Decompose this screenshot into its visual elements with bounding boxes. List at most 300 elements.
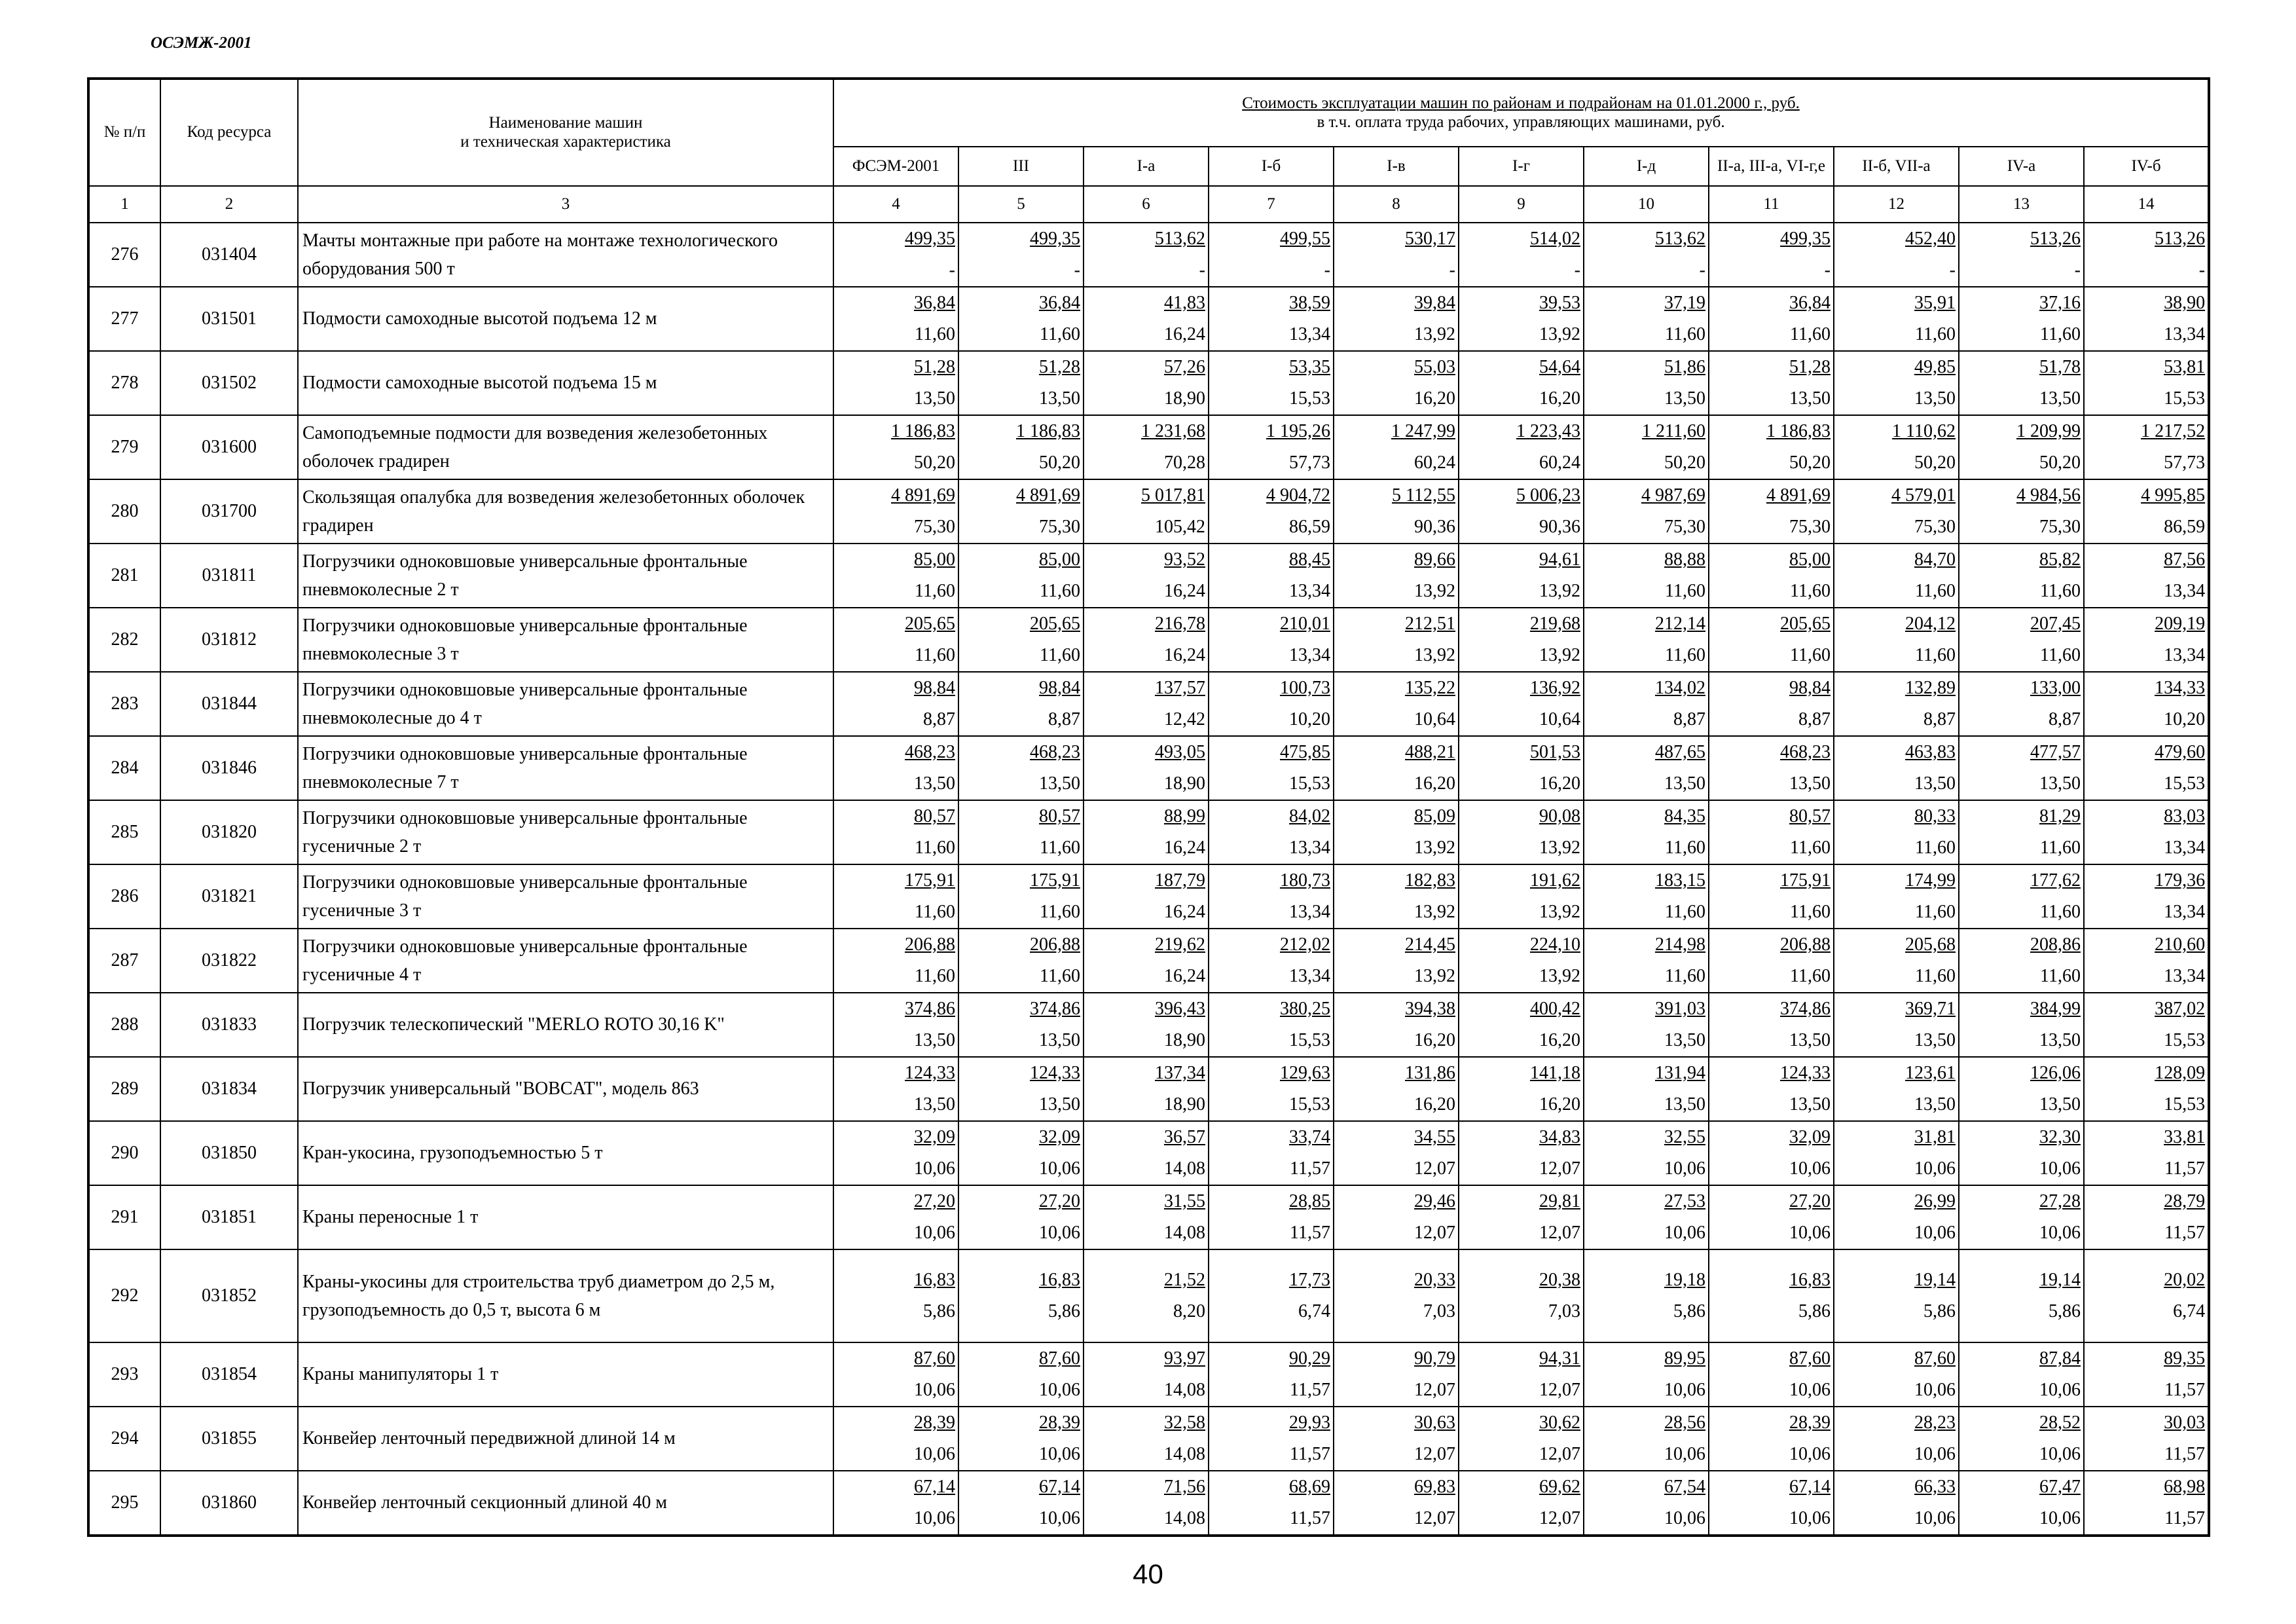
cost-cell bbox=[1959, 800, 2084, 864]
labor-cost-value: 10,06 bbox=[914, 1380, 955, 1400]
operating-cost-value: 208,86 bbox=[2030, 934, 2081, 955]
labor-cost-value: 11,57 bbox=[1290, 1158, 1330, 1179]
labor-cost-value: - bbox=[1574, 260, 1580, 280]
cost-cell bbox=[1959, 993, 2084, 1057]
labor-cost-value: 8,20 bbox=[1173, 1301, 1205, 1321]
cost-cell bbox=[1959, 287, 2084, 351]
machine-name: Мачты монтажные при работе на монтаже технологического оборудования 500 т bbox=[298, 223, 833, 287]
operating-cost-value: 209,19 bbox=[2155, 614, 2206, 634]
labor-cost-value: 11,57 bbox=[2164, 1444, 2206, 1464]
row-index: 290 bbox=[88, 1121, 160, 1185]
resource-code: 031834 bbox=[160, 1057, 298, 1121]
labor-cost-value: 13,50 bbox=[1664, 388, 1705, 409]
operating-cost-value: 133,00 bbox=[2030, 678, 2081, 698]
cost-cell bbox=[1459, 287, 1584, 351]
labor-cost-value: 13,50 bbox=[2039, 773, 2081, 794]
labor-cost-value: 13,50 bbox=[1789, 1030, 1831, 1050]
resource-code: 031860 bbox=[160, 1471, 298, 1536]
labor-cost-value: 10,06 bbox=[1664, 1223, 1705, 1243]
operating-cost-value: 219,68 bbox=[1530, 614, 1580, 634]
operating-cost-value: 32,09 bbox=[914, 1127, 955, 1147]
labor-cost-value: 50,20 bbox=[914, 452, 955, 473]
cost-cell bbox=[1084, 1249, 1209, 1342]
operating-cost-value: 131,94 bbox=[1655, 1063, 1705, 1083]
cost-cell bbox=[1459, 1249, 1584, 1342]
row-index: 289 bbox=[88, 1057, 160, 1121]
labor-cost-value: 5,86 bbox=[923, 1301, 955, 1321]
cost-cell bbox=[1584, 608, 1709, 672]
operating-cost-value: 206,88 bbox=[1780, 934, 1831, 955]
labor-cost-value: 13,34 bbox=[2164, 902, 2206, 922]
operating-cost-value: 124,33 bbox=[905, 1063, 955, 1083]
operating-cost-value: 39,53 bbox=[1539, 293, 1580, 313]
labor-cost-value: 15,53 bbox=[2164, 388, 2206, 409]
operating-cost-value: 4 891,69 bbox=[1766, 485, 1831, 506]
cost-cell bbox=[1334, 544, 1459, 608]
labor-cost-value: 10,06 bbox=[1914, 1444, 1956, 1464]
cost-cell bbox=[1209, 1057, 1334, 1121]
cost-cell bbox=[833, 993, 958, 1057]
operating-cost-value: 36,84 bbox=[1789, 293, 1831, 313]
resource-code: 031854 bbox=[160, 1342, 298, 1407]
labor-cost-value: 11,60 bbox=[1790, 838, 1831, 858]
cost-cell bbox=[1459, 415, 1584, 479]
cost-cell bbox=[958, 1185, 1084, 1249]
operating-cost-value: 32,30 bbox=[2039, 1127, 2081, 1147]
labor-cost-value: 12,07 bbox=[1539, 1380, 1580, 1400]
labor-cost-value: 13,50 bbox=[914, 1030, 955, 1050]
operating-cost-value: 205,65 bbox=[1030, 614, 1080, 634]
resource-code: 031502 bbox=[160, 351, 298, 415]
operating-cost-value: 1 110,62 bbox=[1892, 421, 1956, 441]
operating-cost-value: 206,88 bbox=[905, 934, 955, 955]
cost-cell bbox=[958, 1471, 1084, 1536]
operating-cost-value: 4 987,69 bbox=[1641, 485, 1705, 506]
cost-cell bbox=[2084, 287, 2209, 351]
labor-cost-value: 11,60 bbox=[1040, 324, 1080, 344]
labor-cost-value: 16,20 bbox=[1414, 1094, 1455, 1115]
operating-cost-value: 17,73 bbox=[1289, 1270, 1330, 1290]
cost-cell bbox=[1084, 479, 1209, 544]
labor-cost-value: 10,06 bbox=[1664, 1508, 1705, 1528]
operating-cost-value: 16,83 bbox=[1789, 1270, 1831, 1290]
resource-code: 031822 bbox=[160, 929, 298, 993]
cost-cell bbox=[1584, 1342, 1709, 1407]
labor-cost-value: 5,86 bbox=[1923, 1301, 1956, 1321]
labor-cost-value: - bbox=[2074, 260, 2081, 280]
operating-cost-value: 34,83 bbox=[1539, 1127, 1580, 1147]
labor-cost-value: 11,60 bbox=[1915, 581, 1956, 601]
operating-cost-value: 30,63 bbox=[1414, 1412, 1455, 1433]
cost-cell bbox=[1584, 1407, 1709, 1471]
operating-cost-value: 39,84 bbox=[1414, 293, 1455, 313]
operating-cost-value: 487,65 bbox=[1655, 742, 1705, 762]
table-row bbox=[88, 736, 2209, 800]
cost-cell bbox=[1209, 287, 1334, 351]
header-region: II-а, III-а, VI-г,е bbox=[1709, 147, 1834, 186]
cost-cell bbox=[2084, 608, 2209, 672]
operating-cost-value: 36,84 bbox=[914, 293, 955, 313]
labor-cost-value: 11,60 bbox=[915, 645, 955, 665]
labor-cost-value: - bbox=[1074, 260, 1080, 280]
labor-cost-value: 11,60 bbox=[1790, 645, 1831, 665]
labor-cost-value: 11,60 bbox=[1665, 838, 1705, 858]
cost-cell bbox=[833, 1249, 958, 1342]
cost-cell bbox=[1459, 1185, 1584, 1249]
column-number: 6 bbox=[1084, 186, 1209, 223]
labor-cost-value: 10,06 bbox=[1664, 1444, 1705, 1464]
operating-cost-value: 468,23 bbox=[1030, 742, 1080, 762]
table-row bbox=[88, 1249, 2209, 1342]
labor-cost-value: 10,06 bbox=[2039, 1508, 2081, 1528]
header-region: III bbox=[958, 147, 1084, 186]
resource-code: 031811 bbox=[160, 544, 298, 608]
cost-cell bbox=[833, 672, 958, 736]
cost-cell bbox=[1084, 864, 1209, 929]
operating-cost-value: 182,83 bbox=[1405, 870, 1455, 891]
labor-cost-value: 75,30 bbox=[1039, 517, 1080, 537]
cost-cell bbox=[1834, 993, 1959, 1057]
labor-cost-value: 12,42 bbox=[1164, 709, 1205, 729]
row-index: 280 bbox=[88, 479, 160, 544]
operating-cost-value: 28,85 bbox=[1289, 1191, 1330, 1211]
cost-cell bbox=[1709, 1342, 1834, 1407]
operating-cost-value: 16,83 bbox=[1039, 1270, 1080, 1290]
operating-cost-value: 51,78 bbox=[2039, 357, 2081, 377]
cost-cell bbox=[2084, 544, 2209, 608]
labor-cost-value: 57,73 bbox=[2164, 452, 2206, 473]
header-cost-subtitle: в т.ч. оплата труда рабочих, управляющих машинами, руб. bbox=[1317, 113, 1725, 131]
cost-cell bbox=[1209, 993, 1334, 1057]
operating-cost-value: 468,23 bbox=[905, 742, 955, 762]
machine-name: Погрузчики одноковшовые универсальные фронтальные гусеничные 4 т bbox=[298, 929, 833, 993]
labor-cost-value: 13,50 bbox=[1039, 773, 1080, 794]
operating-cost-value: 391,03 bbox=[1655, 999, 1705, 1019]
labor-cost-value: 11,57 bbox=[1290, 1508, 1330, 1528]
operating-cost-value: 5 112,55 bbox=[1392, 485, 1455, 506]
labor-cost-value: 11,60 bbox=[1665, 645, 1705, 665]
operating-cost-value: 93,97 bbox=[1164, 1348, 1205, 1369]
cost-cell bbox=[1084, 1121, 1209, 1185]
labor-cost-value: 13,50 bbox=[1914, 1030, 1956, 1050]
operating-cost-value: 29,93 bbox=[1289, 1412, 1330, 1433]
operating-cost-value: 141,18 bbox=[1530, 1063, 1580, 1083]
labor-cost-value: 13,50 bbox=[1789, 1094, 1831, 1115]
labor-cost-value: 16,20 bbox=[1414, 388, 1455, 409]
labor-cost-value: 10,06 bbox=[1664, 1380, 1705, 1400]
table-row bbox=[88, 929, 2209, 993]
labor-cost-value: 13,50 bbox=[1664, 1030, 1705, 1050]
operating-cost-value: 501,53 bbox=[1530, 742, 1580, 762]
row-index: 282 bbox=[88, 608, 160, 672]
operating-cost-value: 85,00 bbox=[1039, 549, 1080, 570]
operating-cost-value: 68,98 bbox=[2164, 1477, 2206, 1497]
cost-cell bbox=[958, 1407, 1084, 1471]
labor-cost-value: 11,60 bbox=[1915, 324, 1956, 344]
cost-cell bbox=[958, 672, 1084, 736]
operating-cost-value: 214,45 bbox=[1405, 934, 1455, 955]
cost-cell bbox=[1709, 1407, 1834, 1471]
labor-cost-value: 11,60 bbox=[1040, 645, 1080, 665]
cost-cell bbox=[1709, 351, 1834, 415]
labor-cost-value: 11,60 bbox=[1040, 902, 1080, 922]
cost-cell bbox=[2084, 1407, 2209, 1471]
row-index: 293 bbox=[88, 1342, 160, 1407]
cost-cell bbox=[1834, 736, 1959, 800]
labor-cost-value: 13,92 bbox=[1414, 645, 1455, 665]
operating-cost-value: 463,83 bbox=[1905, 742, 1956, 762]
cost-cell bbox=[1084, 800, 1209, 864]
cost-cell bbox=[1959, 1057, 2084, 1121]
operating-cost-value: 89,95 bbox=[1664, 1348, 1705, 1369]
cost-cell bbox=[1709, 864, 1834, 929]
cost-cell bbox=[1834, 1471, 1959, 1536]
cost-cell bbox=[1209, 736, 1334, 800]
cost-cell bbox=[1709, 800, 1834, 864]
operating-cost-value: 212,51 bbox=[1405, 614, 1455, 634]
labor-cost-value: 14,08 bbox=[1164, 1444, 1205, 1464]
operating-cost-value: 94,31 bbox=[1539, 1348, 1580, 1369]
labor-cost-value: 10,06 bbox=[1789, 1380, 1831, 1400]
labor-cost-value: 14,08 bbox=[1164, 1508, 1205, 1528]
row-index: 281 bbox=[88, 544, 160, 608]
cost-cell bbox=[958, 864, 1084, 929]
labor-cost-value: 11,57 bbox=[2164, 1223, 2206, 1243]
cost-cell bbox=[1084, 1407, 1209, 1471]
cost-cell bbox=[1834, 351, 1959, 415]
cost-cell bbox=[2084, 1185, 2209, 1249]
row-index: 287 bbox=[88, 929, 160, 993]
cost-cell bbox=[2084, 351, 2209, 415]
cost-cell bbox=[1834, 1407, 1959, 1471]
cost-cell bbox=[1834, 672, 1959, 736]
labor-cost-value: 13,50 bbox=[1914, 388, 1956, 409]
operating-cost-value: 69,62 bbox=[1539, 1477, 1580, 1497]
labor-cost-value: 11,60 bbox=[1915, 902, 1956, 922]
labor-cost-value: 105,42 bbox=[1155, 517, 1205, 537]
header-cost-title: Стоимость эксплуатации машин по районам и подрайонам на 01.01.2000 г., руб. bbox=[1242, 94, 1800, 112]
operating-cost-value: 499,35 bbox=[1780, 229, 1831, 249]
labor-cost-value: - bbox=[949, 260, 955, 280]
row-index: 279 bbox=[88, 415, 160, 479]
table-row bbox=[88, 544, 2209, 608]
cost-cell bbox=[1209, 1249, 1334, 1342]
cost-cell bbox=[1709, 929, 1834, 993]
labor-cost-value: 11,60 bbox=[2040, 581, 2081, 601]
labor-cost-value: 18,90 bbox=[1164, 773, 1205, 794]
operating-cost-value: 37,19 bbox=[1664, 293, 1705, 313]
operating-cost-value: 36,84 bbox=[1039, 293, 1080, 313]
labor-cost-value: 15,53 bbox=[1289, 388, 1330, 409]
operating-cost-value: 374,86 bbox=[905, 999, 955, 1019]
labor-cost-value: 13,92 bbox=[1539, 902, 1580, 922]
operating-cost-value: 4 891,69 bbox=[891, 485, 955, 506]
header-cost bbox=[833, 79, 2209, 147]
header-region: I-в bbox=[1334, 147, 1459, 186]
labor-cost-value: - bbox=[1824, 260, 1831, 280]
labor-cost-value: 11,60 bbox=[1790, 324, 1831, 344]
operating-cost-value: 137,57 bbox=[1155, 678, 1205, 698]
cost-cell bbox=[1834, 1057, 1959, 1121]
operating-cost-value: 31,55 bbox=[1164, 1191, 1205, 1211]
labor-cost-value: 11,60 bbox=[1790, 966, 1831, 986]
cost-cell bbox=[2084, 929, 2209, 993]
cost-cell bbox=[1459, 223, 1584, 287]
cost-cell bbox=[1584, 736, 1709, 800]
cost-cell bbox=[1584, 223, 1709, 287]
operating-cost-value: 38,59 bbox=[1289, 293, 1330, 313]
resource-code: 031851 bbox=[160, 1185, 298, 1249]
labor-cost-value: 10,20 bbox=[1289, 709, 1330, 729]
cost-cell bbox=[1584, 415, 1709, 479]
cost-cell bbox=[1209, 223, 1334, 287]
operating-cost-value: 5 006,23 bbox=[1516, 485, 1580, 506]
operating-cost-value: 136,92 bbox=[1530, 678, 1580, 698]
labor-cost-value: 13,50 bbox=[914, 388, 955, 409]
labor-cost-value: 90,36 bbox=[1539, 517, 1580, 537]
table-row bbox=[88, 1121, 2209, 1185]
labor-cost-value: 13,34 bbox=[2164, 645, 2206, 665]
cost-cell bbox=[1459, 1057, 1584, 1121]
labor-cost-value: 8,87 bbox=[923, 709, 955, 729]
row-index: 284 bbox=[88, 736, 160, 800]
labor-cost-value: 11,60 bbox=[1790, 581, 1831, 601]
operating-cost-value: 20,33 bbox=[1414, 1270, 1455, 1290]
labor-cost-value: 8,87 bbox=[1673, 709, 1705, 729]
labor-cost-value: 13,34 bbox=[1289, 902, 1330, 922]
labor-cost-value: - bbox=[2198, 260, 2206, 280]
operating-cost-value: 28,39 bbox=[1039, 1412, 1080, 1433]
machine-name: Погрузчик универсальный "BOBCAT", модель 863 bbox=[298, 1057, 833, 1121]
cost-cell bbox=[1959, 351, 2084, 415]
cost-cell bbox=[1834, 800, 1959, 864]
labor-cost-value: 11,60 bbox=[1915, 645, 1956, 665]
operating-cost-value: 100,73 bbox=[1280, 678, 1330, 698]
cost-cell bbox=[833, 351, 958, 415]
cost-cell bbox=[1834, 1185, 1959, 1249]
operating-cost-value: 67,54 bbox=[1664, 1477, 1705, 1497]
cost-cell bbox=[1959, 223, 2084, 287]
row-index: 277 bbox=[88, 287, 160, 351]
cost-cell bbox=[958, 351, 1084, 415]
labor-cost-value: 70,28 bbox=[1164, 452, 1205, 473]
labor-cost-value: 11,57 bbox=[2164, 1158, 2206, 1179]
labor-cost-value: 13,50 bbox=[1664, 773, 1705, 794]
cost-cell bbox=[1459, 1407, 1584, 1471]
operating-cost-value: 191,62 bbox=[1530, 870, 1580, 891]
cost-cell bbox=[1459, 1471, 1584, 1536]
operating-cost-value: 4 984,56 bbox=[2016, 485, 2081, 506]
labor-cost-value: 13,34 bbox=[1289, 581, 1330, 601]
labor-cost-value: 15,53 bbox=[1289, 1030, 1330, 1050]
operating-cost-value: 4 891,69 bbox=[1016, 485, 1080, 506]
page-number: 40 bbox=[1133, 1559, 1163, 1589]
labor-cost-value: 13,34 bbox=[1289, 324, 1330, 344]
column-number: 13 bbox=[1959, 186, 2084, 223]
labor-cost-value: 13,50 bbox=[1039, 1030, 1080, 1050]
operating-cost-value: 67,14 bbox=[1039, 1477, 1080, 1497]
cost-cell bbox=[1959, 415, 2084, 479]
table-row bbox=[88, 800, 2209, 864]
labor-cost-value: 6,74 bbox=[1298, 1301, 1330, 1321]
labor-cost-value: - bbox=[1324, 260, 1330, 280]
operating-cost-value: 1 186,83 bbox=[891, 421, 955, 441]
labor-cost-value: 13,92 bbox=[1414, 902, 1455, 922]
labor-cost-value: 13,50 bbox=[2039, 1094, 2081, 1115]
cost-cell bbox=[1584, 1471, 1709, 1536]
machine-name: Скользящая опалубка для возведения железобетонных оболочек градирен bbox=[298, 479, 833, 544]
header-region: I-а bbox=[1084, 147, 1209, 186]
row-index: 292 bbox=[88, 1249, 160, 1342]
labor-cost-value: 57,73 bbox=[1289, 452, 1330, 473]
labor-cost-value: 15,53 bbox=[2164, 1030, 2206, 1050]
operating-cost-value: 475,85 bbox=[1280, 742, 1330, 762]
cost-cell bbox=[1959, 1121, 2084, 1185]
header-region: I-д bbox=[1584, 147, 1709, 186]
operating-cost-value: 131,86 bbox=[1405, 1063, 1455, 1083]
labor-cost-value: 11,60 bbox=[915, 838, 955, 858]
cost-cell bbox=[1709, 287, 1834, 351]
labor-cost-value: 11,57 bbox=[1290, 1380, 1330, 1400]
labor-cost-value: 12,07 bbox=[1414, 1380, 1455, 1400]
cost-cell bbox=[1334, 929, 1459, 993]
cost-cell bbox=[1084, 993, 1209, 1057]
labor-cost-value: 12,07 bbox=[1539, 1508, 1580, 1528]
labor-cost-value: 13,50 bbox=[1039, 1094, 1080, 1115]
operating-cost-value: 89,35 bbox=[2164, 1348, 2206, 1369]
operating-cost-value: 57,26 bbox=[1164, 357, 1205, 377]
operating-cost-value: 124,33 bbox=[1780, 1063, 1831, 1083]
cost-cell bbox=[1834, 929, 1959, 993]
cost-cell bbox=[958, 800, 1084, 864]
operating-cost-value: 87,84 bbox=[2039, 1348, 2081, 1369]
cost-cell bbox=[1334, 800, 1459, 864]
labor-cost-value: 13,92 bbox=[1414, 581, 1455, 601]
machine-name: Подмости самоходные высотой подъема 15 м bbox=[298, 351, 833, 415]
labor-cost-value: 10,06 bbox=[1039, 1508, 1080, 1528]
labor-cost-value: 11,60 bbox=[2040, 324, 2081, 344]
cost-cell bbox=[1959, 479, 2084, 544]
operating-cost-value: 400,42 bbox=[1530, 999, 1580, 1019]
cost-cell bbox=[2084, 672, 2209, 736]
operating-cost-value: 28,23 bbox=[1914, 1412, 1956, 1433]
labor-cost-value: 16,20 bbox=[1539, 1094, 1580, 1115]
cost-cell bbox=[1584, 800, 1709, 864]
header-region: IV-а bbox=[1959, 147, 2084, 186]
table-row bbox=[88, 415, 2209, 479]
labor-cost-value: 10,06 bbox=[1789, 1223, 1831, 1243]
labor-cost-value: 13,92 bbox=[1539, 324, 1580, 344]
operating-cost-value: 80,33 bbox=[1914, 806, 1956, 826]
header-index: № п/п bbox=[88, 79, 160, 186]
labor-cost-value: 16,24 bbox=[1164, 966, 1205, 986]
labor-cost-value: 11,60 bbox=[1665, 902, 1705, 922]
operating-cost-value: 132,89 bbox=[1905, 678, 1956, 698]
cost-cell bbox=[958, 287, 1084, 351]
operating-cost-value: 88,99 bbox=[1164, 806, 1205, 826]
cost-cell bbox=[1959, 1185, 2084, 1249]
operating-cost-value: 124,33 bbox=[1030, 1063, 1080, 1083]
header-name-line1: Наименование машин bbox=[488, 113, 643, 132]
header-region: II-б, VII-а bbox=[1834, 147, 1959, 186]
cost-cell bbox=[1084, 672, 1209, 736]
operating-cost-value: 128,09 bbox=[2155, 1063, 2206, 1083]
operating-cost-value: 67,14 bbox=[1789, 1477, 1831, 1497]
cost-cell bbox=[833, 736, 958, 800]
cost-cell bbox=[1084, 608, 1209, 672]
labor-cost-value: 11,60 bbox=[1665, 324, 1705, 344]
labor-cost-value: 11,60 bbox=[1915, 838, 1956, 858]
